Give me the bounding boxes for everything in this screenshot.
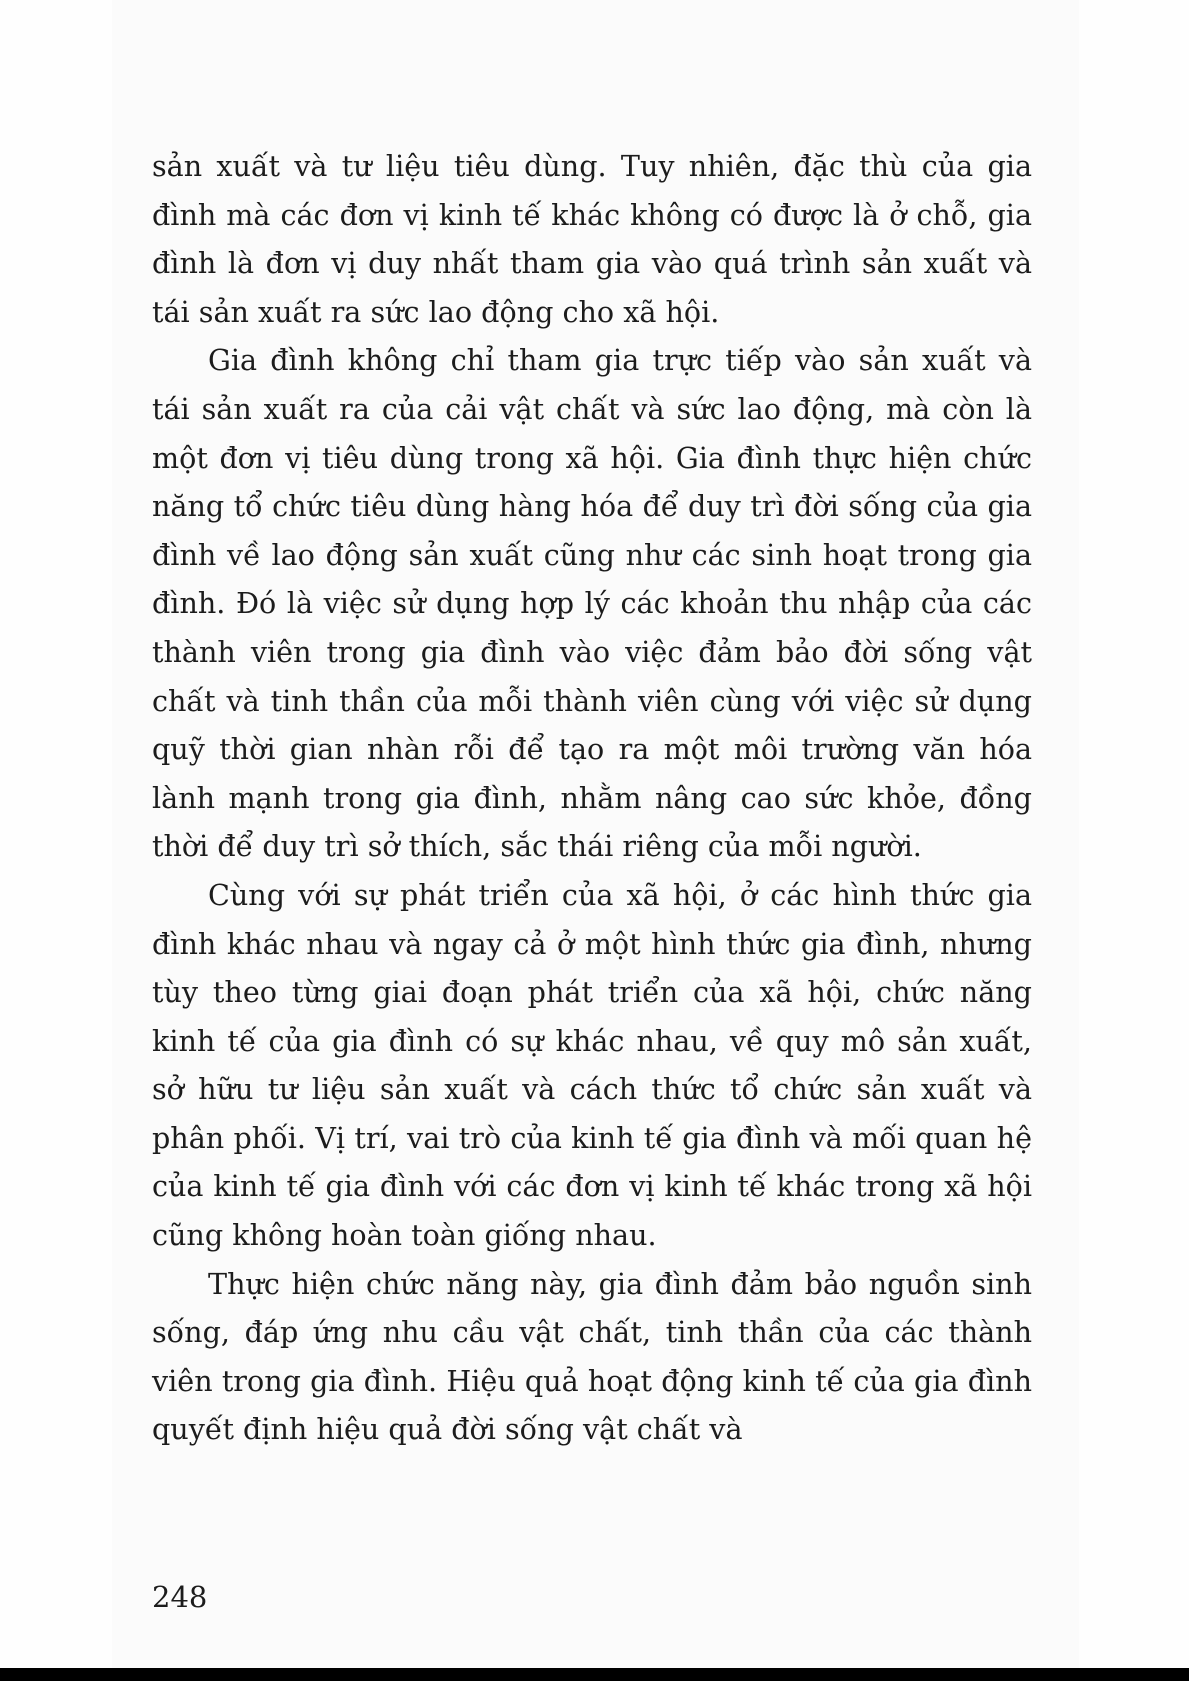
body-text (152, 142, 1032, 1454)
page-number: 248 (152, 1580, 208, 1614)
paragraph-continuation: sản xuất và tư liệu tiêu dùng. Tuy nhiên, đặc thù của gia đình mà các đơn vị kinh tế khác không có được là ở chỗ, gia đình là đơn vị duy nhất tham gia vào quá trình sản xuất và tái sản xuất ra sức lao động cho xã hội. (152, 149, 1032, 329)
scan-border (0, 1668, 1189, 1681)
paragraph: Thực hiện chức năng này, gia đình đảm bảo nguồn sinh sống, đáp ứng nhu cầu vật chất, tinh thần của các thành viên trong gia đình. Hiệu quả hoạt động kinh tế của gia đình quyết định hiệu quả đời sống vật chất và (152, 1266, 1032, 1447)
paragraph: Gia đình không chỉ tham gia trực tiếp vào sản xuất và tái sản xuất ra của cải vật chất và sức lao động, mà còn là một đơn vị tiêu dùng trong xã hội. Gia đình thực hiện chức năng tổ chức tiêu dùng hàng hóa để duy trì đời sống của gia đình về lao động sản xuất cũng như các sinh hoạt trong gia đình. Đó là việc sử dụng hợp lý các khoản thu nhập của các thành viên trong gia đình vào việc đảm bảo đời sống vật chất và tinh thần của mỗi thành viên cùng với việc sử dụng quỹ thời gian nhàn rỗi để tạo ra một môi trường văn hóa lành mạnh trong gia đình, nhằm nâng cao sức khỏe, đồng thời để duy trì sở thích, sắc thái riêng của mỗi người. (152, 343, 1032, 864)
paragraph: Cùng với sự phát triển của xã hội, ở các hình thức gia đình khác nhau và ngay cả ở một hình thức gia đình, nhưng tùy theo từng giai đoạn phát triển của xã hội, chức năng kinh tế của gia đình có sự khác nhau, về quy mô sản xuất, sở hữu tư liệu sản xuất và cách thức tổ chức sản xuất và phân phối. Vị trí, vai trò của kinh tế gia đình và mối quan hệ của kinh tế gia đình với các đơn vị kinh tế khác trong xã hội cũng không hoàn toàn giống nhau. (152, 877, 1032, 1253)
